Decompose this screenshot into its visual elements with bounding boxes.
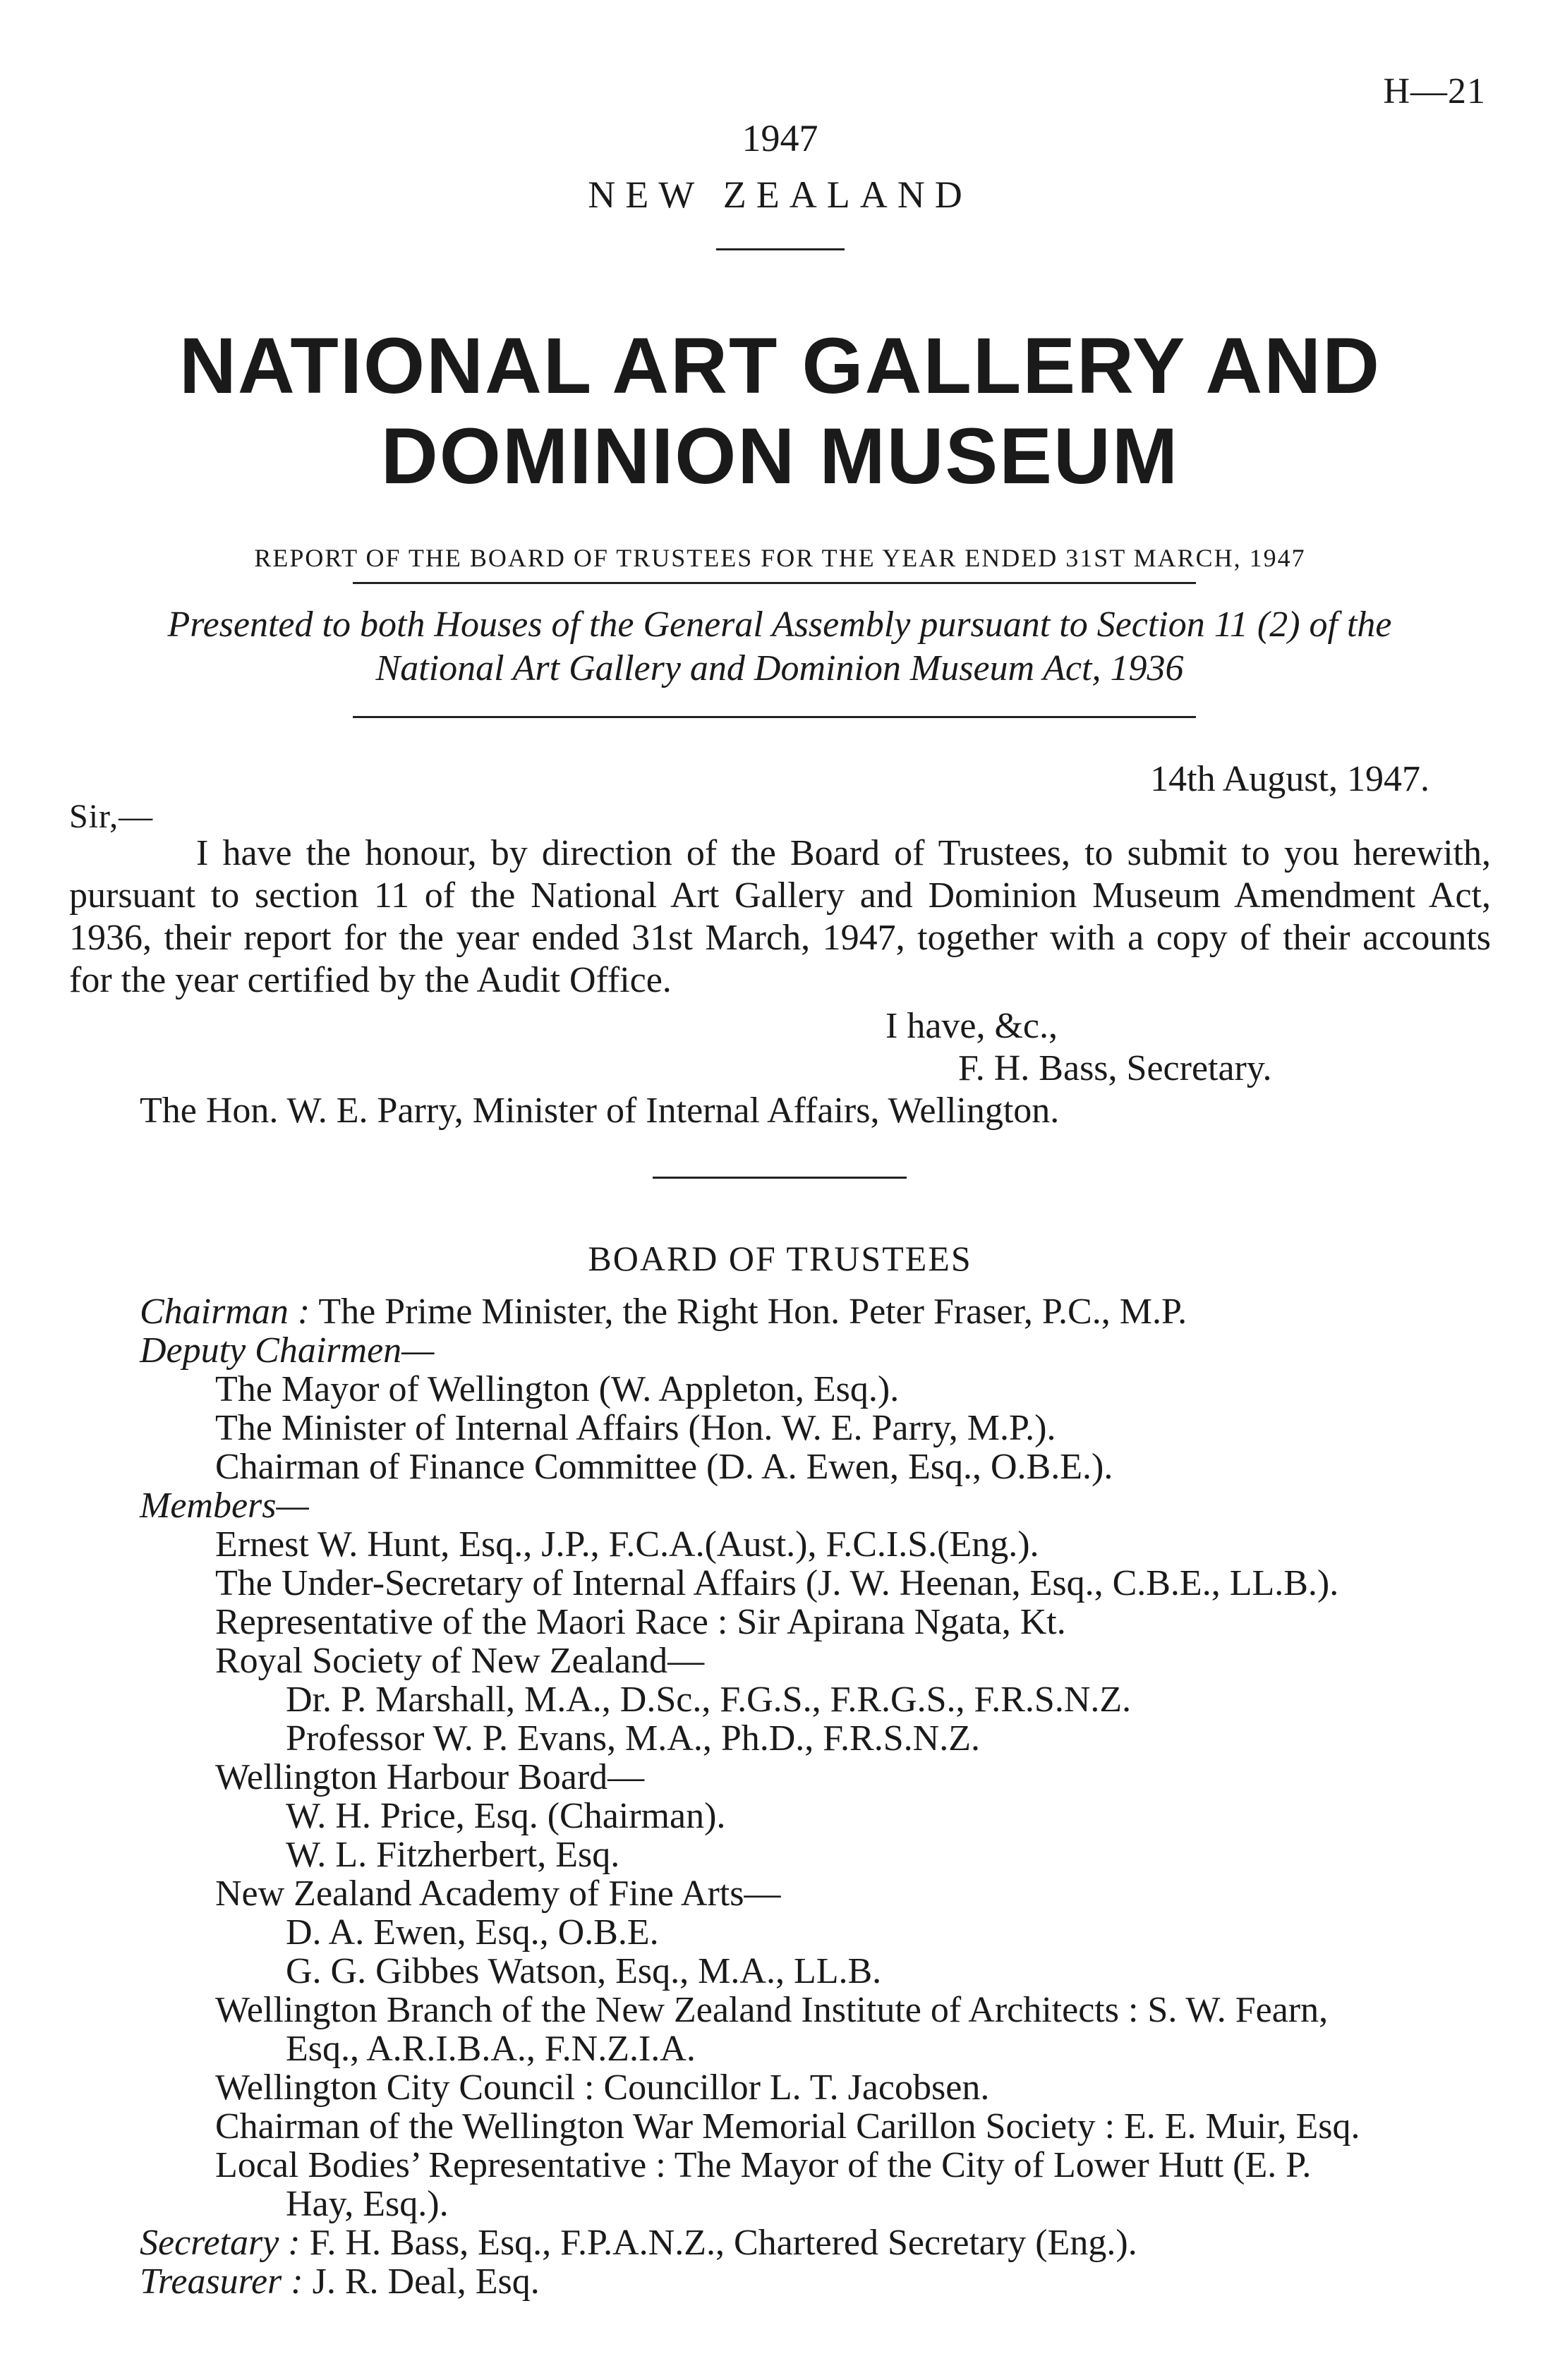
country-heading: NEW ZEALAND (588, 174, 972, 216)
letter-signature: F. H. Bass, Secretary. (958, 1048, 1272, 1088)
member-entry: Wellington City Council : Councillor L. T. Jacobsen. (215, 2068, 990, 2108)
letter-body: I have the honour, by direction of the Board of Trustees, to submit to you herewith, pursuant to section 11 of the National Art Gallery and Dominion Museum Amendment Act, 1936, their report for the year ended 31st March, 1947, together with a copy of their accounts for the year certified by the Audit Office. (69, 833, 1491, 1000)
member-entry-continued: Esq., A.R.I.B.A., F.N.Z.I.A. (286, 2029, 696, 2069)
letter-closing: I have, &c., (885, 1006, 1058, 1046)
member-entry: Representative of the Maori Race : Sir Apirana Ngata, Kt. (215, 1602, 1066, 1642)
chairman-entry (140, 1291, 1187, 1332)
member-group: Wellington Harbour Board— (215, 1757, 645, 1797)
member-entry: Dr. P. Marshall, M.A., D.Sc., F.G.S., F.R.G.S., F.R.S.N.Z. (286, 1680, 1132, 1720)
chairman-name: The Prime Minister, the Right Hon. Peter Fraser, P.C., M.P. (318, 1292, 1187, 1332)
member-entry: W. H. Price, Esq. (Chairman). (286, 1796, 726, 1836)
report-subtitle: REPORT OF THE BOARD OF TRUSTEES FOR THE YEAR ENDED 31ST MARCH, 1947 (254, 544, 1306, 572)
title-line-1: NATIONAL ART GALLERY AND (179, 322, 1381, 410)
divider-medium (653, 1177, 907, 1179)
deputy-chairman: The Mayor of Wellington (W. Appleton, Esq.). (215, 1369, 900, 1409)
board-heading: BOARD OF TRUSTEES (588, 1239, 972, 1278)
treasurer-name: J. R. Deal, Esq. (312, 2261, 540, 2302)
member-entry: The Under-Secretary of Internal Affairs (J. W. Heenan, Esq., C.B.E., LL.B.). (215, 1563, 1339, 1603)
divider-short (716, 248, 845, 250)
member-group: New Zealand Academy of Fine Arts— (215, 1874, 781, 1914)
member-entry: Ernest W. Hunt, Esq., J.P., F.C.A.(Aust.), F.C.I.S.(Eng.). (215, 1524, 1039, 1565)
title-line-2: DOMINION MUSEUM (380, 412, 1180, 500)
presentation-note (64, 603, 1496, 691)
secretary-label: Secretary : (140, 2223, 301, 2263)
presentation-line-1: Presented to both Houses of the General Assembly pursuant to Section 11 (2) of the (167, 605, 1392, 645)
member-group: Royal Society of New Zealand— (215, 1641, 705, 1681)
divider-long (353, 582, 1196, 584)
deputy-chairmen-label: Deputy Chairmen— (140, 1330, 435, 1371)
member-entry: G. G. Gibbes Watson, Esq., M.A., LL.B. (286, 1951, 882, 1991)
letter-salutation: Sir,— (69, 798, 154, 835)
member-entry: W. L. Fitzherbert, Esq. (286, 1835, 620, 1875)
member-entry: Local Bodies’ Representative : The Mayor of the City of Lower Hutt (E. P. (215, 2145, 1312, 2185)
presentation-line-2: National Art Gallery and Dominion Museum Act, 1936 (375, 648, 1184, 688)
report-year: 1947 (742, 117, 818, 159)
deputy-chairman: Chairman of Finance Committee (D. A. Ewen, Esq., O.B.E.). (215, 1447, 1113, 1487)
members-label: Members— (140, 1486, 309, 1526)
treasurer-entry (140, 2261, 540, 2302)
member-entry: Professor W. P. Evans, M.A., Ph.D., F.R.S.N.Z. (286, 1718, 980, 1759)
document-title (0, 321, 1560, 502)
treasurer-label: Treasurer : (140, 2261, 303, 2302)
member-entry: Wellington Branch of the New Zealand Institute of Architects : S. W. Fearn, (215, 1990, 1329, 2030)
letter-date: 14th August, 1947. (1150, 759, 1429, 799)
document-code: H—21 (1383, 71, 1486, 111)
chairman-label: Chairman : (140, 1292, 310, 1332)
letter-addressee: The Hon. W. E. Parry, Minister of Internal Affairs, Wellington. (140, 1091, 1060, 1131)
secretary-entry (140, 2222, 1137, 2264)
divider-long (353, 716, 1196, 718)
member-entry-continued: Hay, Esq.). (286, 2184, 449, 2224)
member-entry: Chairman of the Wellington War Memorial Carillon Society : E. E. Muir, Esq. (215, 2106, 1360, 2147)
secretary-name: F. H. Bass, Esq., F.P.A.N.Z., Chartered Secretary (Eng.). (309, 2223, 1137, 2263)
deputy-chairman: The Minister of Internal Affairs (Hon. W. E. Parry, M.P.). (215, 1408, 1056, 1448)
member-entry: D. A. Ewen, Esq., O.B.E. (286, 1912, 659, 1953)
